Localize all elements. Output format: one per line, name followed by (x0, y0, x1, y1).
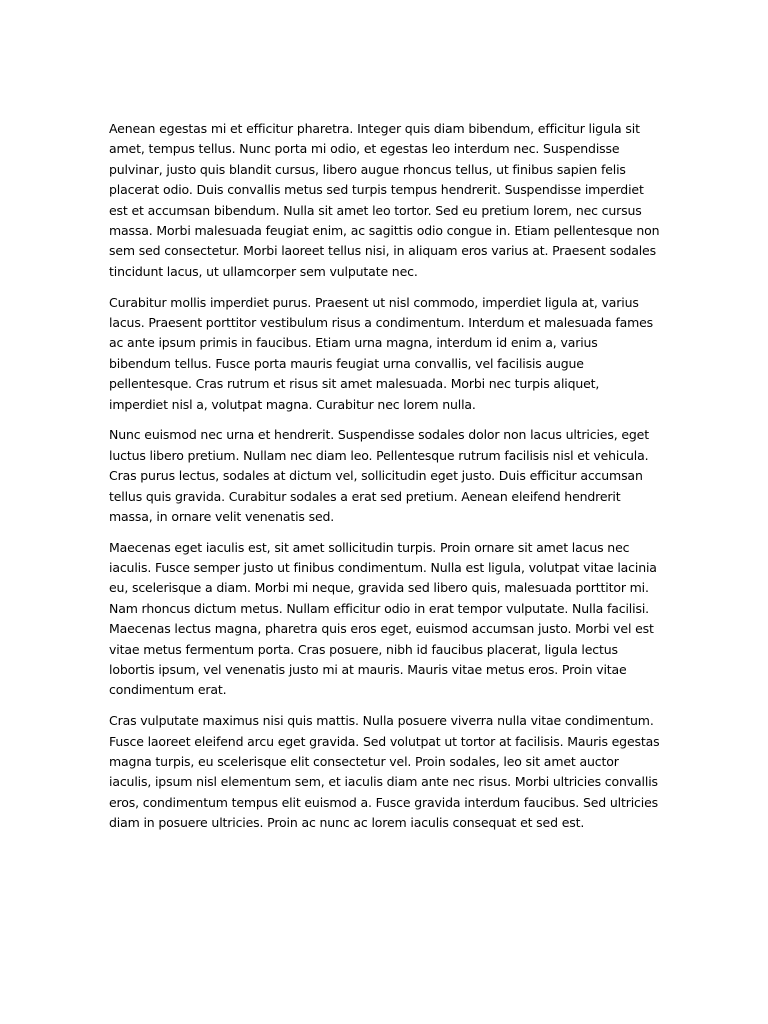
paragraph-2: Curabitur mollis imperdiet purus. Praesent ut nisl commodo, imperdiet ligula at, varius lacus. Praesent porttitor vestibulum risus a condimentum. Interdum et malesuada fames ac ante ipsum primis in faucibus. Etiam urna magna, interdum id enim a, varius bibendum tellus. Fusce porta mauris feugiat urna convallis, vel facilisis augue pellentesque. Cras rutrum et risus sit amet malesuada. Morbi nec turpis aliquet, imperdiet nisl a, volutpat magna. Curabitur nec lorem nulla. (109, 294, 654, 412)
document-body (109, 119, 661, 844)
paragraph-3: Nunc euismod nec urna et hendrerit. Suspendisse sodales dolor non lacus ultricies, eget luctus libero pretium. Nullam nec diam leo. Pellentesque rutrum facilisis nisl et vehicula. Cras purus lectus, sodales at dictum vel, sollicitudin eget justo. Duis efficitur accumsan tellus quis gravida. Curabitur sodales a erat sed pretium. Aenean eleifend hendrerit massa, in ornare velit venenatis sed. (109, 427, 649, 524)
paragraph-5: Cras vulputate maximus nisi quis mattis. Nulla posuere viverra nulla vitae condimentum. Fusce laoreet eleifend arcu eget gravida. Sed volutpat ut tortor at facilisis. Mauris egestas magna turpis, eu scelerisque elit consectetur vel. Proin sodales, leo sit amet auctor iaculis, ipsum nisl elementum sem, et iaculis diam ante nec risus. Morbi ultricies convallis eros, condimentum tempus elit euismod a. Fusce gravida interdum faucibus. Sed ultricies diam in posuere ultricies. Proin ac nunc ac lorem iaculis consequat et sed est. (109, 713, 660, 831)
paragraph-1: Aenean egestas mi et efficitur pharetra. Integer quis diam bibendum, efficitur ligula sit amet, tempus tellus. Nunc porta mi odio, et egestas leo interdum nec. Suspendisse pulvinar, justo quis blandit cursus, libero augue rhoncus tellus, ut finibus sapien felis placerat odio. Duis convallis metus sed turpis tempus hendrerit. Suspendisse imperdiet est et accumsan bibendum. Nulla sit amet leo tortor. Sed eu pretium lorem, nec cursus massa. Morbi malesuada feugiat enim, ac sagittis odio congue in. Etiam pellentesque non sem sed consectetur. Morbi laoreet tellus nisi, in aliquam eros varius at. Praesent sodales tincidunt lacus, ut ullamcorper sem vulputate nec. (109, 121, 660, 279)
paragraph-4: Maecenas eget iaculis est, sit amet sollicitudin turpis. Proin ornare sit amet lacus nec iaculis. Fusce semper justo ut finibus condimentum. Nulla est ligula, volutpat vitae lacinia eu, scelerisque a diam. Morbi mi neque, gravida sed libero quis, malesuada porttitor mi. Nam rhoncus dictum metus. Nullam efficitur odio in erat tempor vulputate. Nulla facilisi. Maecenas lectus magna, pharetra quis eros eget, euismod accumsan justo. Morbi vel est vitae metus fermentum porta. Cras posuere, nibh id faucibus placerat, ligula lectus lobortis ipsum, vel venenatis justo mi at mauris. Mauris vitae metus eros. Proin vitae condimentum erat. (109, 539, 657, 698)
